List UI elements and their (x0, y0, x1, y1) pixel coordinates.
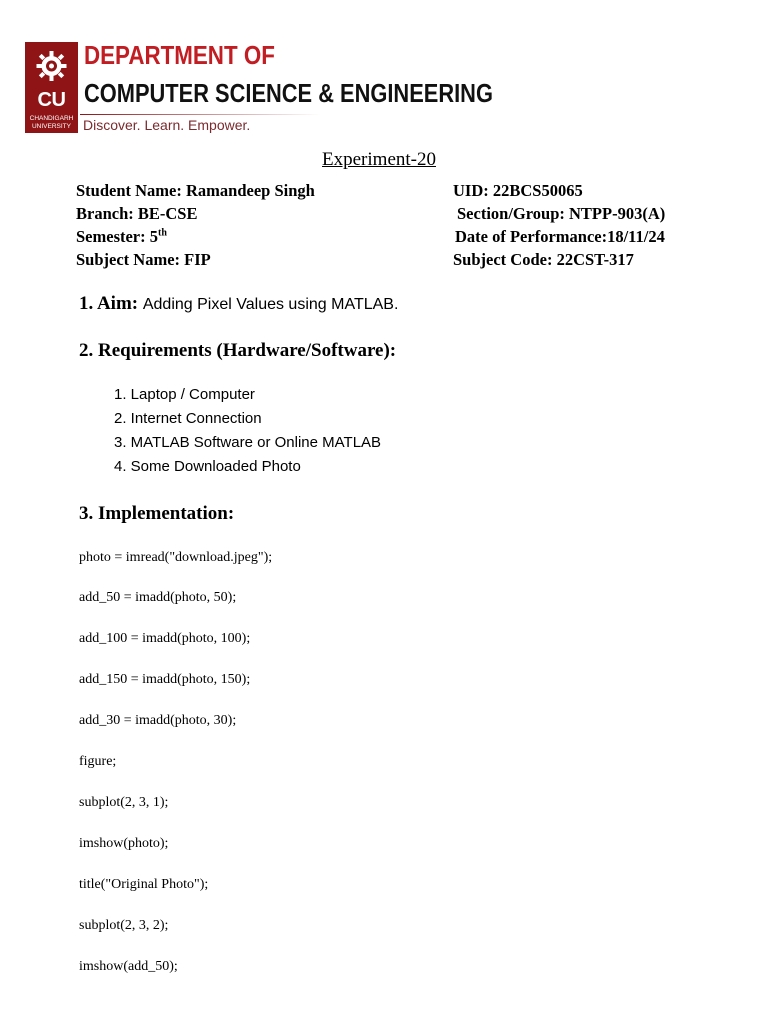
requirement-item: 4. Some Downloaded Photo (114, 458, 301, 475)
semester-text: Semester: 5 (76, 227, 159, 246)
tagline: Discover. Learn. Empower. (83, 117, 251, 133)
student-name: Student Name: Ramandeep Singh (76, 181, 315, 200)
logo-university-text: CHANDIGARH UNIVERSITY (29, 115, 74, 130)
code-line: add_50 = imadd(photo, 50); (79, 590, 237, 605)
branch: Branch: BE-CSE (76, 204, 198, 223)
department-title-line2: COMPUTER SCIENCE & ENGINEERING (84, 78, 493, 108)
code-line: subplot(2, 3, 2); (79, 918, 169, 933)
aim-text: Adding Pixel Values using MATLAB. (142, 296, 399, 313)
date-of-performance: Date of Performance:18/11/24 (455, 227, 665, 246)
code-line: imshow(photo); (79, 836, 169, 851)
requirement-item: 2. Internet Connection (114, 410, 262, 427)
requirement-item: 1. Laptop / Computer (114, 386, 255, 403)
department-title-line1: DEPARTMENT OF (84, 40, 275, 70)
code-line: title("Original Photo"); (79, 877, 209, 892)
code-line: photo = imread("download.jpeg"); (79, 550, 273, 565)
gear-emblem-icon (25, 42, 78, 90)
requirements-heading: 2. Requirements (Hardware/Software): (79, 340, 397, 361)
code-line: add_150 = imadd(photo, 150); (79, 672, 251, 687)
student-uid: UID: 22BCS50065 (453, 181, 583, 200)
code-line: subplot(2, 3, 1); (79, 795, 169, 810)
aim-section (79, 293, 398, 315)
code-line: imshow(add_50); (79, 959, 178, 974)
experiment-title: Experiment-20 (322, 149, 436, 170)
section-group: Section/Group: NTPP-903(A) (457, 204, 666, 223)
aim-label: 1. Aim: (79, 293, 139, 314)
semester (76, 227, 167, 247)
university-logo (25, 42, 78, 133)
tagline-divider (80, 114, 320, 115)
code-line: add_100 = imadd(photo, 100); (79, 631, 251, 646)
subject-name: Subject Name: FIP (76, 250, 211, 269)
implementation-heading: 3. Implementation: (79, 503, 235, 524)
code-line: figure; (79, 754, 117, 769)
logo-cu-text: CU (37, 89, 66, 111)
code-line: add_30 = imadd(photo, 30); (79, 713, 237, 728)
subject-code: Subject Code: 22CST-317 (453, 250, 634, 269)
semester-suffix: th (158, 227, 167, 239)
requirement-item: 3. MATLAB Software or Online MATLAB (114, 434, 382, 451)
